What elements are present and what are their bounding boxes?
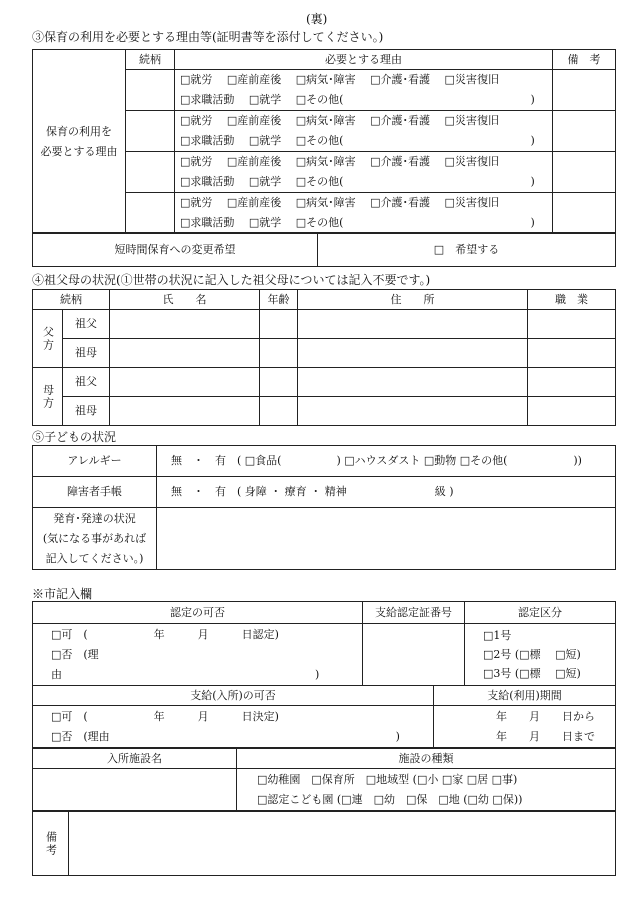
allergy-options[interactable]: 無 ・ 有 ( □食品( ) □ハウスダスト □動物 □その他( )) [157, 446, 616, 477]
name-cell[interactable] [110, 310, 260, 339]
reason-cell[interactable]: □就労 □産前産後 □病気･障害 □介護･看護 □災害復旧 □求職活動 □就学 □その他( ) [175, 193, 553, 234]
section3-heading: ③保育の利用を必要とする理由等(証明書等を添付してください。) [32, 30, 384, 44]
address-cell[interactable] [298, 368, 528, 397]
relation-cell[interactable] [126, 152, 175, 193]
disability-handbook-label: 障害者手帳 [33, 477, 157, 508]
note-cell[interactable] [553, 193, 616, 234]
relation-cell[interactable] [126, 111, 175, 152]
city-section-heading: ※市記入欄 [32, 587, 93, 601]
remarks-field[interactable] [69, 812, 616, 876]
kikan-header: 支給(利用)期間 [434, 686, 616, 706]
grandparent-row [33, 397, 616, 426]
city-table-2 [32, 685, 616, 748]
short-time-checkbox[interactable]: □ 希望する [318, 233, 616, 267]
gp-col-address: 住 所 [298, 290, 528, 310]
gp-col-relation: 続柄 [33, 290, 110, 310]
note-cell[interactable] [553, 111, 616, 152]
shokyu-number-field[interactable] [363, 624, 465, 686]
city-table-3 [32, 748, 616, 811]
remarks-table [32, 811, 616, 876]
age-cell[interactable] [260, 368, 298, 397]
age-cell[interactable] [260, 339, 298, 368]
job-cell[interactable] [528, 310, 616, 339]
note-cell[interactable] [553, 70, 616, 111]
facility-type-header: 施設の種類 [237, 749, 616, 769]
facility-name-field[interactable] [33, 769, 237, 811]
grandparent-row [33, 310, 616, 339]
development-field[interactable] [157, 508, 616, 570]
maternal-side-label: 母方 [33, 368, 63, 426]
job-cell[interactable] [528, 339, 616, 368]
section3-table [32, 49, 616, 234]
nintei-kubun-header: 認定区分 [465, 602, 616, 624]
age-cell[interactable] [260, 310, 298, 339]
relation-cell[interactable] [126, 193, 175, 234]
reason-cell[interactable]: □就労 □産前産後 □病気･障害 □介護･看護 □災害復旧 □求職活動 □就学 □その他( ) [175, 152, 553, 193]
remarks-label: 備考 [33, 812, 69, 876]
name-cell[interactable] [110, 397, 260, 426]
page-label: (裏) [306, 12, 328, 26]
grandmother-label: 祖母 [63, 397, 110, 426]
reason-row-label: 保育の利用を 必要とする理由 [33, 50, 126, 234]
address-cell[interactable] [298, 397, 528, 426]
age-cell[interactable] [260, 397, 298, 426]
nintei-header: 認定の可否 [33, 602, 363, 624]
address-cell[interactable] [298, 339, 528, 368]
relation-cell[interactable] [126, 70, 175, 111]
col-reason-header: 必要とする理由 [175, 50, 553, 70]
grandparent-row [33, 368, 616, 397]
address-cell[interactable] [298, 310, 528, 339]
job-cell[interactable] [528, 368, 616, 397]
kikan-field[interactable]: 年 月 日から 年 月 日まで [434, 706, 616, 748]
nyusho-header: 支給(入所)の可否 [33, 686, 434, 706]
paternal-side-label: 父方 [33, 310, 63, 368]
gp-col-age: 年齢 [260, 290, 298, 310]
grandparent-row [33, 339, 616, 368]
nintei-kubun-field[interactable]: □1号 □2号 (□標 □短) □3号 (□標 □短) [465, 624, 616, 686]
reason-cell[interactable]: □就労 □産前産後 □病気･障害 □介護･看護 □災害復旧 □求職活動 □就学 □その他( ) [175, 111, 553, 152]
section5-heading: ⑤子どもの状況 [32, 430, 117, 444]
short-time-table [32, 232, 616, 267]
name-cell[interactable] [110, 368, 260, 397]
grandmother-label: 祖母 [63, 339, 110, 368]
gp-col-name: 氏 名 [110, 290, 260, 310]
allergy-label: アレルギー [33, 446, 157, 477]
col-note-header: 備 考 [553, 50, 616, 70]
nintei-field[interactable]: □可 ( 年 月 日認定) □否 (理由 ) [33, 624, 363, 686]
gp-col-job: 職 業 [528, 290, 616, 310]
section4-table [32, 289, 616, 426]
section4-heading: ④祖父母の状況(①世帯の状況に記入した祖父母については記入不要です。) [32, 273, 431, 287]
city-table-1 [32, 601, 616, 686]
grandfather-label: 祖父 [63, 368, 110, 397]
disability-handbook-options[interactable]: 無 ・ 有 ( 身障 ・ 療育 ・ 精神 級 ) [157, 477, 616, 508]
grandfather-label: 祖父 [63, 310, 110, 339]
facility-type-field[interactable]: □幼稚園 □保育所 □地域型 (□小 □家 □居 □事) □認定こども園 (□連 □幼 □保 □地 (□幼 □保)) [237, 769, 616, 811]
name-cell[interactable] [110, 339, 260, 368]
reason-cell[interactable]: □就労 □産前産後 □病気･障害 □介護･看護 □災害復旧 □求職活動 □就学 □その他( ) [175, 70, 553, 111]
col-relation-header: 続柄 [126, 50, 175, 70]
facility-name-header: 入所施設名 [33, 749, 237, 769]
nyusho-field[interactable]: □可 ( 年 月 日決定) □否 (理由 ) [33, 706, 434, 748]
section5-table [32, 445, 616, 570]
job-cell[interactable] [528, 397, 616, 426]
shokyu-number-header: 支給認定証番号 [363, 602, 465, 624]
development-label: 発育･発達の状況 (気になる事があれば 記入してください。) [33, 508, 157, 570]
note-cell[interactable] [553, 152, 616, 193]
short-time-label: 短時間保育への変更希望 [33, 233, 318, 267]
